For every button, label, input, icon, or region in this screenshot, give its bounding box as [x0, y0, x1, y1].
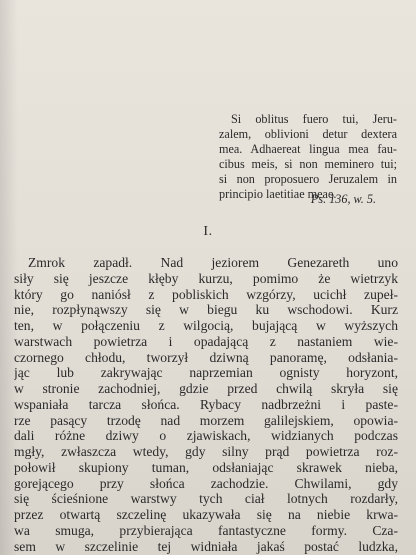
text-line: mgły, zwłaszcza wtedy, gdy silny prąd powietrza roz- [14, 444, 398, 459]
text-line: który go naniósł z pobliskich wzgórzy, ucichł zupeł- [14, 286, 398, 302]
text-line: przez otwartą szczelinę ukazywała się na niebie krwa- [14, 507, 398, 522]
epigraph-citation: Ps. 136, w. 5. [310, 192, 376, 206]
text-line: jąc lub zakrywając naprzemian ognisty horyzont, [14, 365, 398, 381]
text-line: dali różne dziwy o zjawiskach, widzianych podczas [14, 428, 398, 444]
text-line: w stronie zachodniej, gdzie przed chwilą skryła się [14, 381, 398, 396]
epigraph-line: Si oblitus fuero tui, Jeru- [231, 112, 397, 126]
text-line: połowił skupiony tuman, odsłaniając skrawek nieba, [14, 459, 398, 475]
epigraph-line: cibus meis, si non meminero tui; [219, 157, 397, 171]
text-line: Zmrok zapadł. Nad jeziorem Genezareth uno [28, 255, 398, 270]
epigraph [219, 112, 397, 202]
text-line: wa smuga, przybierająca fantastyczne formy. Cza- [14, 522, 398, 538]
epigraph-line: zalem, oblivioni detur dextera [219, 127, 397, 141]
text-line: wspaniała tarcza słońca. Rybacy nadbrzeżni i paste- [14, 396, 398, 412]
text-line: rze pasący trzodę nad morzem galilejskiem, opowia- [14, 412, 398, 428]
epigraph-line: principio laetitiae meae. [219, 187, 337, 201]
body-text [14, 255, 398, 554]
epigraph-line: mea. Adhaereat lingua mea fau- [219, 142, 397, 156]
text-line: warstwach powietrza i opadającą z nastaniem wie- [14, 333, 398, 349]
text-line: sem w szczelinie tej widniała jakaś postać ludzka, [14, 538, 398, 554]
text-line: siły się jeszcze kłęby kurzu, pomimo że wietrzyk [14, 270, 398, 286]
chapter-number: I. [203, 224, 213, 239]
text-line: ten, w połączeniu z wilgocią, bujającą w wyższych [14, 318, 398, 333]
epigraph-line: si non proposuero Jeruzalem in [219, 172, 397, 186]
text-line: czornego chłodu, tworzył dziwną panoramę, odsłania- [14, 349, 398, 365]
text-line: gorejącego przy słońca zachodzie. Chwilami, gdy [14, 475, 398, 491]
text-line: się ścieśnione warstwy tych ciał lotnych rozdarły, [14, 491, 398, 507]
text-line: nie, rozpłynąwszy się w biegu ku wschodowi. Kurz [14, 302, 398, 318]
